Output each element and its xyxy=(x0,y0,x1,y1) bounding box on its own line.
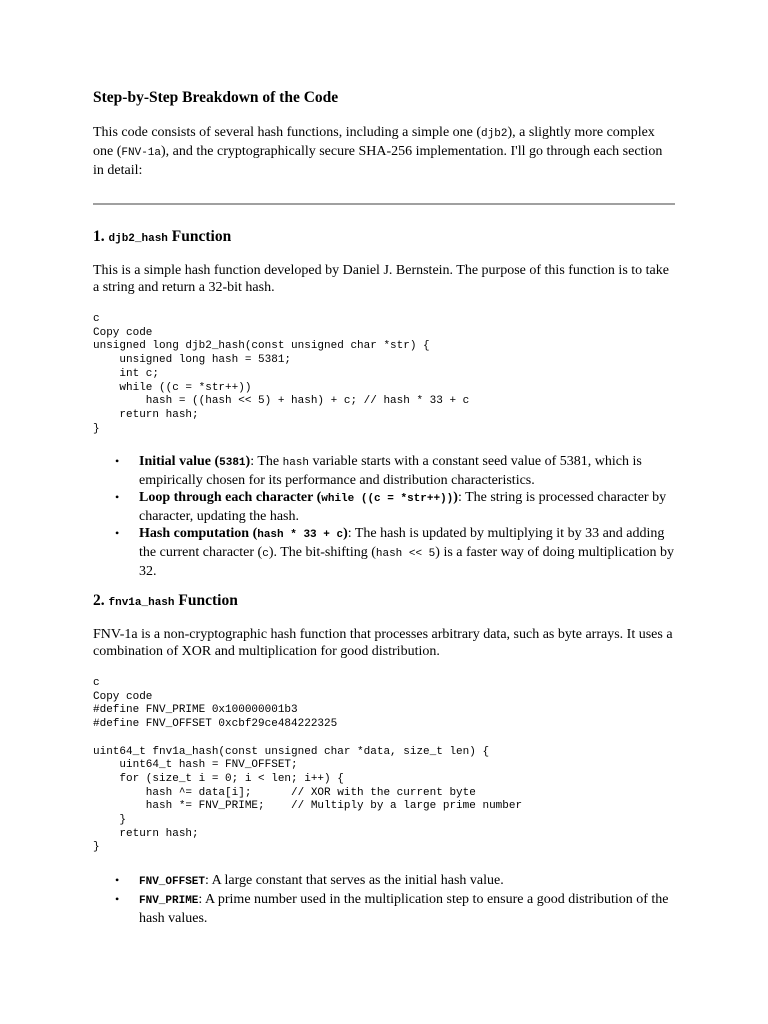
item-text: ). The bit-shifting ( xyxy=(268,545,376,560)
item-text: variable starts with a constant seed value of 5381, which is empirically chosen for its performance and distribution characteristics. xyxy=(139,454,642,488)
inline-code: hash << 5 xyxy=(375,548,436,560)
section-heading-fnv1a xyxy=(93,591,238,613)
inline-code: 5381 xyxy=(219,457,246,469)
inline-code: hash * 33 + c xyxy=(257,529,344,541)
code-line: } xyxy=(93,814,127,827)
item-label: Hash computation ( xyxy=(139,526,258,541)
section-heading-djb2 xyxy=(93,227,231,249)
code-block-djb2 xyxy=(93,313,469,436)
code-line: } xyxy=(93,841,100,854)
heading-word: Function xyxy=(178,592,238,609)
horizontal-divider xyxy=(93,203,675,205)
inline-code: FNV_OFFSET xyxy=(139,876,206,888)
code-language: c xyxy=(93,677,100,689)
code-line: int c; xyxy=(93,367,160,380)
list-item xyxy=(93,525,675,580)
code-line: hash ^= data[i]; // XOR with the current byte xyxy=(93,786,476,799)
bullet-icon: • xyxy=(115,454,120,468)
bullet-icon: • xyxy=(115,892,120,906)
list-item xyxy=(93,872,675,891)
item-text: : A large constant that serves as the initial hash value. xyxy=(205,873,504,888)
section-description: FNV-1a is a non-cryptographic hash function that processes arbitrary data, such as byte arrays. It uses a combination of XOR and multiplication for good distribution. xyxy=(93,627,673,659)
code-line: #define FNV_OFFSET 0xcbf29ce484222325 xyxy=(93,718,338,731)
intro-text: ), and the cryptographically secure SHA-256 implementation. I'll go through each section in detail: xyxy=(93,144,663,178)
code-line: hash *= FNV_PRIME; // Multiply by a large prime number xyxy=(93,800,523,813)
heading-code: djb2_hash xyxy=(108,233,168,245)
item-text: : The xyxy=(250,454,283,469)
intro-text: This code consists of several hash functions, including a simple one ( xyxy=(93,125,482,140)
item-label: ) xyxy=(453,490,458,505)
bullet-list-djb2 xyxy=(93,453,675,580)
bullet-icon: • xyxy=(115,490,120,504)
intro-paragraph xyxy=(93,124,675,179)
item-label: Loop through each character ( xyxy=(139,490,322,505)
page-title: Step-by-Step Breakdown of the Code xyxy=(93,89,339,106)
copy-code-button[interactable]: Copy code xyxy=(93,326,153,339)
code-line: unsigned long djb2_hash(const unsigned char *str) { xyxy=(93,340,430,353)
code-line: #define FNV_PRIME 0x100000001b3 xyxy=(93,704,298,717)
inline-code: hash xyxy=(282,457,310,469)
code-line: uint64_t hash = FNV_OFFSET; xyxy=(93,759,298,772)
heading-word: Function xyxy=(171,228,232,245)
code-line: unsigned long hash = 5381; xyxy=(93,354,292,367)
item-text: : The hash is updated by multiplying it by 33 and adding the current character ( xyxy=(139,526,665,560)
inline-code: FNV_PRIME xyxy=(139,895,199,907)
item-label: Initial value ( xyxy=(139,454,220,469)
code-line: for (size_t i = 0; i < len; i++) { xyxy=(93,772,344,785)
inline-code: FNV-1a xyxy=(121,147,161,159)
heading-code: fnv1a_hash xyxy=(108,597,175,609)
code-line: return hash; xyxy=(93,408,199,421)
inline-code: c xyxy=(262,548,269,560)
code-line: hash = ((hash << 5) + hash) + c; // hash * 33 + c xyxy=(93,395,470,408)
bullet-list-fnv1a xyxy=(93,872,675,927)
copy-code-button[interactable]: Copy code xyxy=(93,690,153,703)
code-block-fnv1a xyxy=(93,677,522,855)
item-text: : The string is processed character by character, updating the hash. xyxy=(139,490,667,524)
code-line: } xyxy=(93,422,100,435)
list-item xyxy=(93,891,675,927)
section-description: This is a simple hash function developed by Daniel J. Bernstein. The purpose of this function is to take a string and return a 32-bit hash. xyxy=(93,263,669,295)
list-item xyxy=(93,453,675,489)
bullet-icon: • xyxy=(115,526,120,540)
code-language: c xyxy=(93,313,100,325)
item-text: ) is a faster way of doing multiplication by 32. xyxy=(139,545,675,579)
code-line: return hash; xyxy=(93,827,199,840)
section-number: 2. xyxy=(93,592,105,609)
item-text: : A prime number used in the multiplication step to ensure a good distribution of the hash values. xyxy=(139,892,669,926)
inline-code: while ((c = *str++)) xyxy=(321,493,454,505)
code-line: uint64_t fnv1a_hash(const unsigned char *data, size_t len) { xyxy=(93,745,490,758)
inline-code: djb2 xyxy=(481,128,508,140)
item-label: ) xyxy=(245,454,251,469)
item-label: ) xyxy=(343,526,348,541)
list-item xyxy=(93,489,675,525)
code-line xyxy=(93,732,522,746)
code-line: while ((c = *str++)) xyxy=(93,381,252,394)
intro-text: ), a slightly more complex one ( xyxy=(93,125,655,159)
section-number: 1. xyxy=(93,228,105,245)
bullet-icon: • xyxy=(115,873,120,887)
